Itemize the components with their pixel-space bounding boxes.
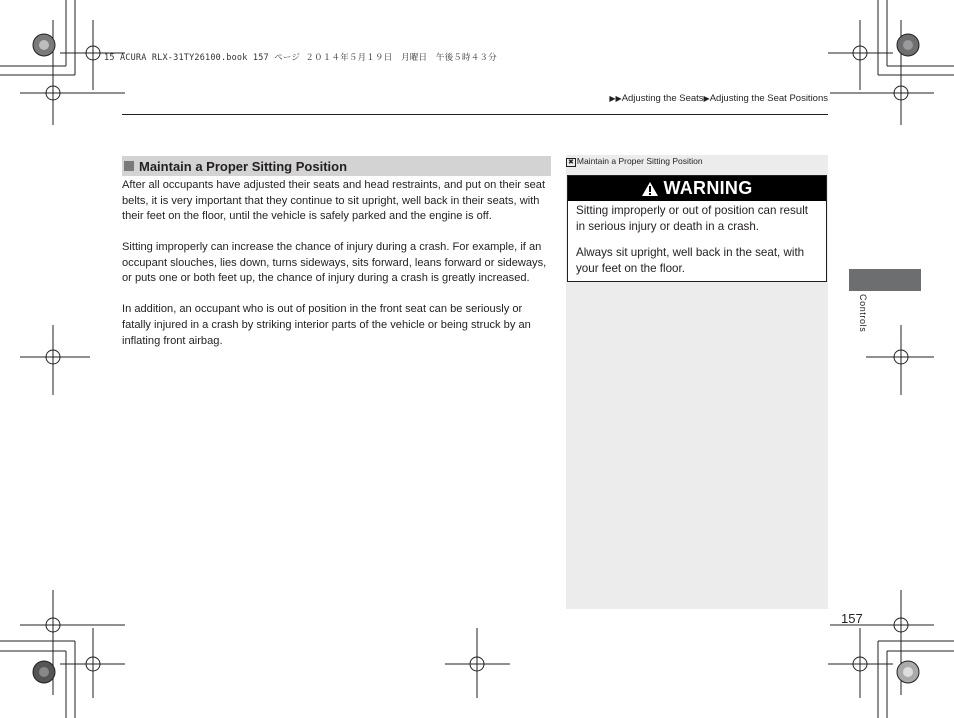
breadcrumb-level2[interactable]: Adjusting the Seat Positions (709, 93, 828, 104)
double-arrow-icon: ▶▶ (609, 94, 622, 103)
arrow-icon: ▶ (703, 94, 710, 103)
warning-paragraph: Always sit upright, well back in the seat, with your feet on the floor. (576, 246, 805, 275)
square-bullet-icon (124, 161, 134, 171)
warning-paragraph: Sitting improperly or out of position can result in serious injury or death in a crash. (576, 204, 808, 233)
print-header: 15 ACURA RLX-31TY26100.book 157 ページ ２０１４年５月１９日 月曜日 午後５時４３分 (104, 53, 497, 63)
body-paragraph: Sitting improperly can increase the chance of injury during a crash. For example, if an occupant slouches, lies down, turns sideways, sits forward, leans forward or sideways, or puts one or both feet up, the chance of injury during a crash is greatly increased. (122, 241, 547, 285)
sidebar-reference[interactable] (566, 156, 703, 166)
section-title: Maintain a Proper Sitting Position (139, 158, 348, 174)
body-paragraph: In addition, an occupant who is out of position in the front seat can be seriously or fatally injured in a crash by striking interior parts of the vehicle or being struck by an inflating front airbag. (122, 303, 531, 347)
section-body (122, 178, 550, 365)
page-number: 157 (841, 611, 863, 626)
warning-triangle-icon (641, 181, 659, 197)
body-paragraph: After all occupants have adjusted their seats and head restraints, and put on their seat belts, it is very important that they continue to sit upright, well back in their seats, with their feet on the floor, until the vehicle is safely parked and the engine is off. (122, 179, 546, 223)
warning-title: WARNING (663, 178, 753, 198)
header-rule (122, 114, 828, 115)
warning-header (568, 176, 826, 201)
section-header (122, 156, 551, 176)
chapter-tab-label: Controls (858, 294, 868, 333)
breadcrumb (609, 93, 828, 104)
breadcrumb-level1[interactable]: Adjusting the Seats (621, 93, 704, 104)
reference-arrow-icon: ✖ (568, 159, 574, 166)
warning-body (568, 201, 826, 276)
chapter-tab[interactable] (849, 269, 921, 291)
warning-box (567, 175, 827, 282)
sidebar-reference-label: Maintain a Proper Sitting Position (576, 156, 703, 166)
